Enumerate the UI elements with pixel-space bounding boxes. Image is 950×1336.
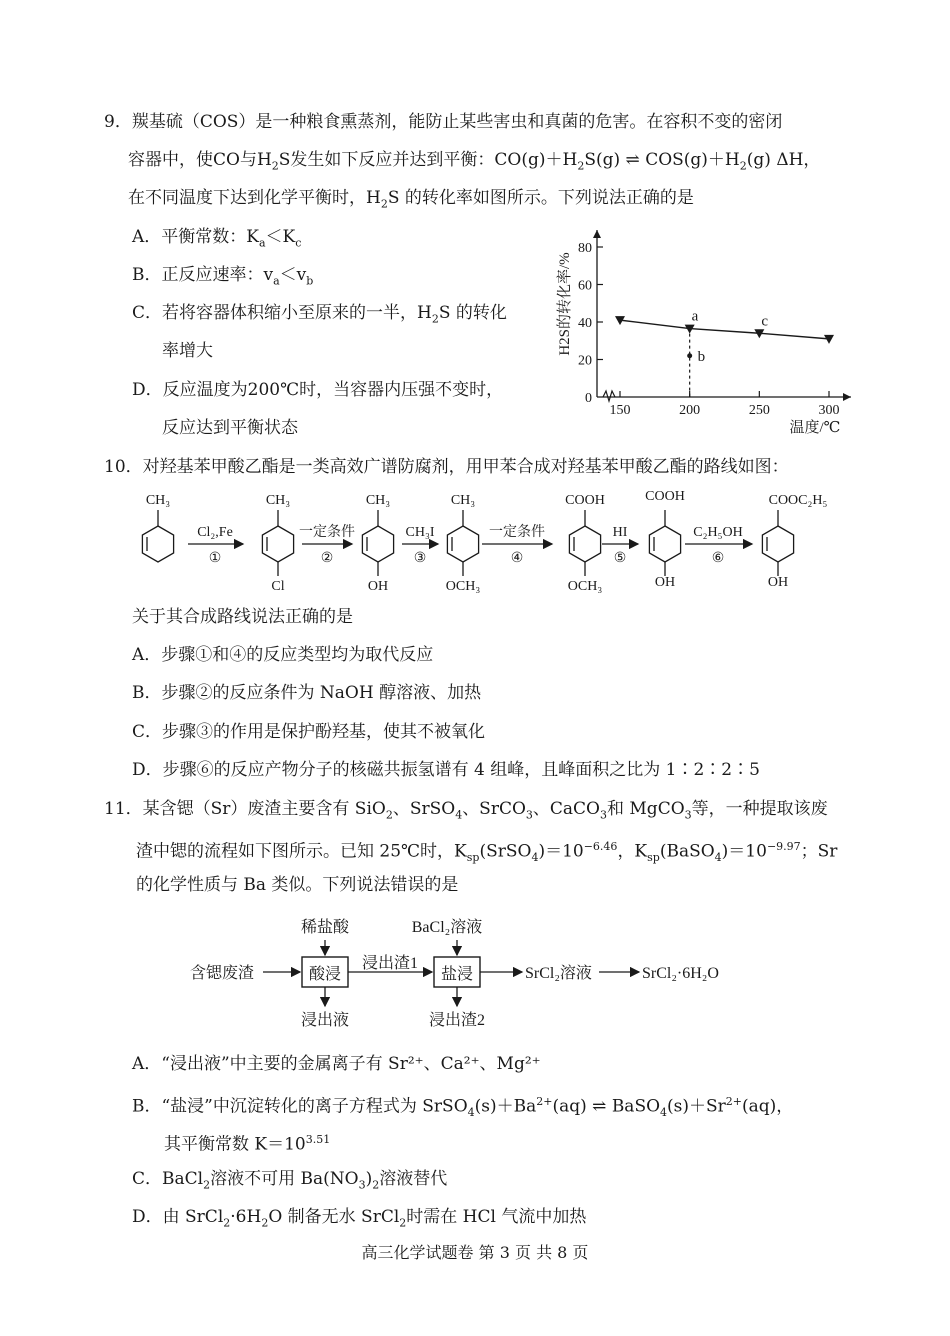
label-oh-2: OH xyxy=(654,575,676,590)
label-step3-reagent: CH₃I xyxy=(405,525,435,540)
q9-stem-line3: 在不同温度下达到化学平衡时，$H_2S$ 的转化率如图所示。下列说法正确的是 xyxy=(128,188,694,211)
label-oh-3: OH xyxy=(767,575,789,590)
q9-option-d-line2: 反应达到平衡状态 xyxy=(162,418,298,438)
flow-start: 含锶废渣 xyxy=(190,965,255,982)
q10-stem: 10．对羟基苯甲酸乙酯是一类高效广谱防腐剂，用甲苯合成对羟基苯甲酸乙酯的路线如图： xyxy=(104,457,789,477)
anisic-acid-structure xyxy=(569,510,600,576)
q9-stem-line2: 容器中，使CO与$H_2S$发生如下反应并达到平衡：$CO(g)+H_2S(g)$ ⇌ $COS(g)+H_2(g)$ ΔH， xyxy=(128,150,821,173)
hydroxybenzoic-acid-structure xyxy=(649,510,680,576)
flow-box-salt-leach-label: 盐浸 xyxy=(440,966,474,983)
q10-option-a: A．步骤①和④的反应类型均为取代反应 xyxy=(132,645,434,665)
y-tick-label-80: 80 xyxy=(578,241,592,256)
label-cl: Cl xyxy=(271,579,285,594)
flow-box-acid-leach-label: 酸浸 xyxy=(308,966,342,983)
label-step6-reagent: C₂H₅OH xyxy=(693,525,743,540)
q10-question: 关于其合成路线说法正确的是 xyxy=(132,607,353,627)
q11-stem-line1: 11．某含锶（Sr）废渣主要含有 SiO$_2$、SrSO$_4$、SrCO$_3$、CaCO$_3$和 MgCO$_3$等，一种提取该废 xyxy=(104,799,828,822)
label-och3-1: OCH₃ xyxy=(445,579,481,594)
label-ch3-3: CH₃ xyxy=(365,493,391,508)
label-step5-reagent: HI xyxy=(612,525,628,540)
x-tick-label-150: 150 xyxy=(609,403,631,418)
label-step5-num: ⑤ xyxy=(613,551,627,566)
label-step4-num: ④ xyxy=(510,551,524,566)
q10-option-d: D．步骤⑥的反应产物分子的核磁共振氢谱有 4 组峰，且峰面积之比为 1∶2∶2∶5 xyxy=(132,760,760,780)
x-tick-label-250: 250 xyxy=(748,403,770,418)
q9-option-b: B．正反应速率：$v_a<v_b$ xyxy=(132,265,314,288)
flow-reagent-bacl2: BaCl₂溶液 xyxy=(411,919,483,936)
q11-stem-line2: 渣中锶的流程如下图所示。已知 25℃时，$K_{sp}(SrSO_4)=10^{-6.46}$，$K_{sp}(BaSO_4)=10^{-9.97}$；Sr xyxy=(136,840,838,865)
label-cooh-2: COOH xyxy=(645,489,685,504)
label-ch3-1: CH₃ xyxy=(145,493,171,508)
label-ch3-2: CH₃ xyxy=(265,493,291,508)
y-tick-label-60: 60 xyxy=(578,278,592,294)
chart-xlabel: 温度/℃ xyxy=(789,420,841,436)
process-flow xyxy=(185,910,765,1035)
y-tick-label-40: 40 xyxy=(578,316,592,331)
label-step1-reagent: Cl₂,Fe xyxy=(197,525,233,540)
conversion-chart xyxy=(545,212,865,442)
label-step1-num: ① xyxy=(208,551,222,566)
chart-marks xyxy=(615,309,834,397)
q9-option-c-line2: 率增大 xyxy=(162,341,213,361)
q9-option-d-line1: D．反应温度为200℃时，当容器内压强不变时， xyxy=(132,380,504,400)
point-label-b: b xyxy=(697,348,706,365)
label-ch3-4: CH₃ xyxy=(450,493,476,508)
q10-option-c: C．步骤③的作用是保护酚羟基，使其不被氧化 xyxy=(132,722,486,742)
q11-option-b-line1: B．“盐浸”中沉淀转化的离子方程式为 $SrSO_4(s)+Ba^{2+}(aq)$ ⇌ $BaSO_4(s)+Sr^{2+}(aq)$， xyxy=(132,1095,794,1120)
label-step2-num: ② xyxy=(320,551,334,566)
point-label-a: a xyxy=(691,308,699,325)
q11-option-d: D．由 $SrCl_2\cdot 6H_2O$ 制备无水 SrCl$_2$时需在 HCl 气流中加热 xyxy=(132,1207,587,1230)
ethylparaben-structure xyxy=(762,510,793,576)
point-label-c: c xyxy=(761,313,769,330)
label-och3-2: OCH₃ xyxy=(567,579,603,594)
flow-residue-1: 浸出渣1 xyxy=(361,955,419,972)
flow-reagent-hcl: 稀盐酸 xyxy=(300,919,350,936)
methylanisole-structure xyxy=(447,510,478,576)
conversion-curve xyxy=(620,320,829,339)
q11-option-a: A．“浸出液”中主要的金属离子有 Sr²⁺、Ca²⁺、Mg²⁺ xyxy=(132,1054,541,1074)
label-step3-num: ③ xyxy=(413,551,427,566)
flow-leachate: 浸出液 xyxy=(300,1012,350,1029)
label-step4-reagent: 一定条件 xyxy=(489,525,545,540)
data-point-300 xyxy=(824,335,834,344)
axis-break xyxy=(603,391,615,401)
label-cooc2h5: COOC₂H₅ xyxy=(768,493,828,508)
x-tick-label-200: 200 xyxy=(679,403,701,418)
synthesis-scheme xyxy=(130,482,850,597)
q9-option-a: A．平衡常数：$K_a<K_c$ xyxy=(132,227,302,250)
q9-option-c-line1: C．若将容器体积缩小至原来的一半，$H_2S$ 的转化 xyxy=(132,303,507,326)
label-cooh-1: COOH xyxy=(565,493,605,508)
q11-stem-line3: 的化学性质与 Ba 类似。下列说法错误的是 xyxy=(136,875,459,895)
q11-option-b-line2: 其平衡常数 $K=10^{3.51}$ xyxy=(164,1133,331,1155)
y-tick-label-0: 0 xyxy=(585,391,592,406)
q10-option-b: B．步骤②的反应条件为 NaOH 醇溶液、加热 xyxy=(132,683,482,703)
x-tick-label-300: 300 xyxy=(818,403,840,418)
label-oh-1: OH xyxy=(367,579,389,594)
toluene-structure xyxy=(142,510,173,562)
x-axis-arrow xyxy=(843,393,851,401)
point-b xyxy=(687,353,692,358)
page-footer: 高三化学试题卷 第 3 页 共 8 页 xyxy=(361,1243,589,1262)
chart-ylabel: H2S的转化率/% xyxy=(557,252,573,356)
label-step6-num: ⑥ xyxy=(711,551,725,566)
chlorotoluene-structure xyxy=(262,510,293,576)
flow-product-solution: SrCl₂溶液 xyxy=(525,965,592,982)
chart-axes xyxy=(578,230,851,418)
cresol-structure xyxy=(362,510,393,576)
q11-option-c: C．BaCl$_2$溶液不可用 $Ba(NO_3)_2$溶液替代 xyxy=(132,1169,448,1192)
label-step2-reagent: 一定条件 xyxy=(299,525,355,540)
y-tick-label-20: 20 xyxy=(578,353,592,369)
flow-product-crystal: SrCl₂·6H₂O xyxy=(642,965,719,982)
q9-stem-line1: 9．羰基硫（COS）是一种粮食熏蒸剂，能防止某些害虫和真菌的危害。在容积不变的密闭 xyxy=(104,112,783,132)
y-axis-arrow xyxy=(593,230,601,238)
flow-residue-2: 浸出渣2 xyxy=(428,1012,486,1029)
